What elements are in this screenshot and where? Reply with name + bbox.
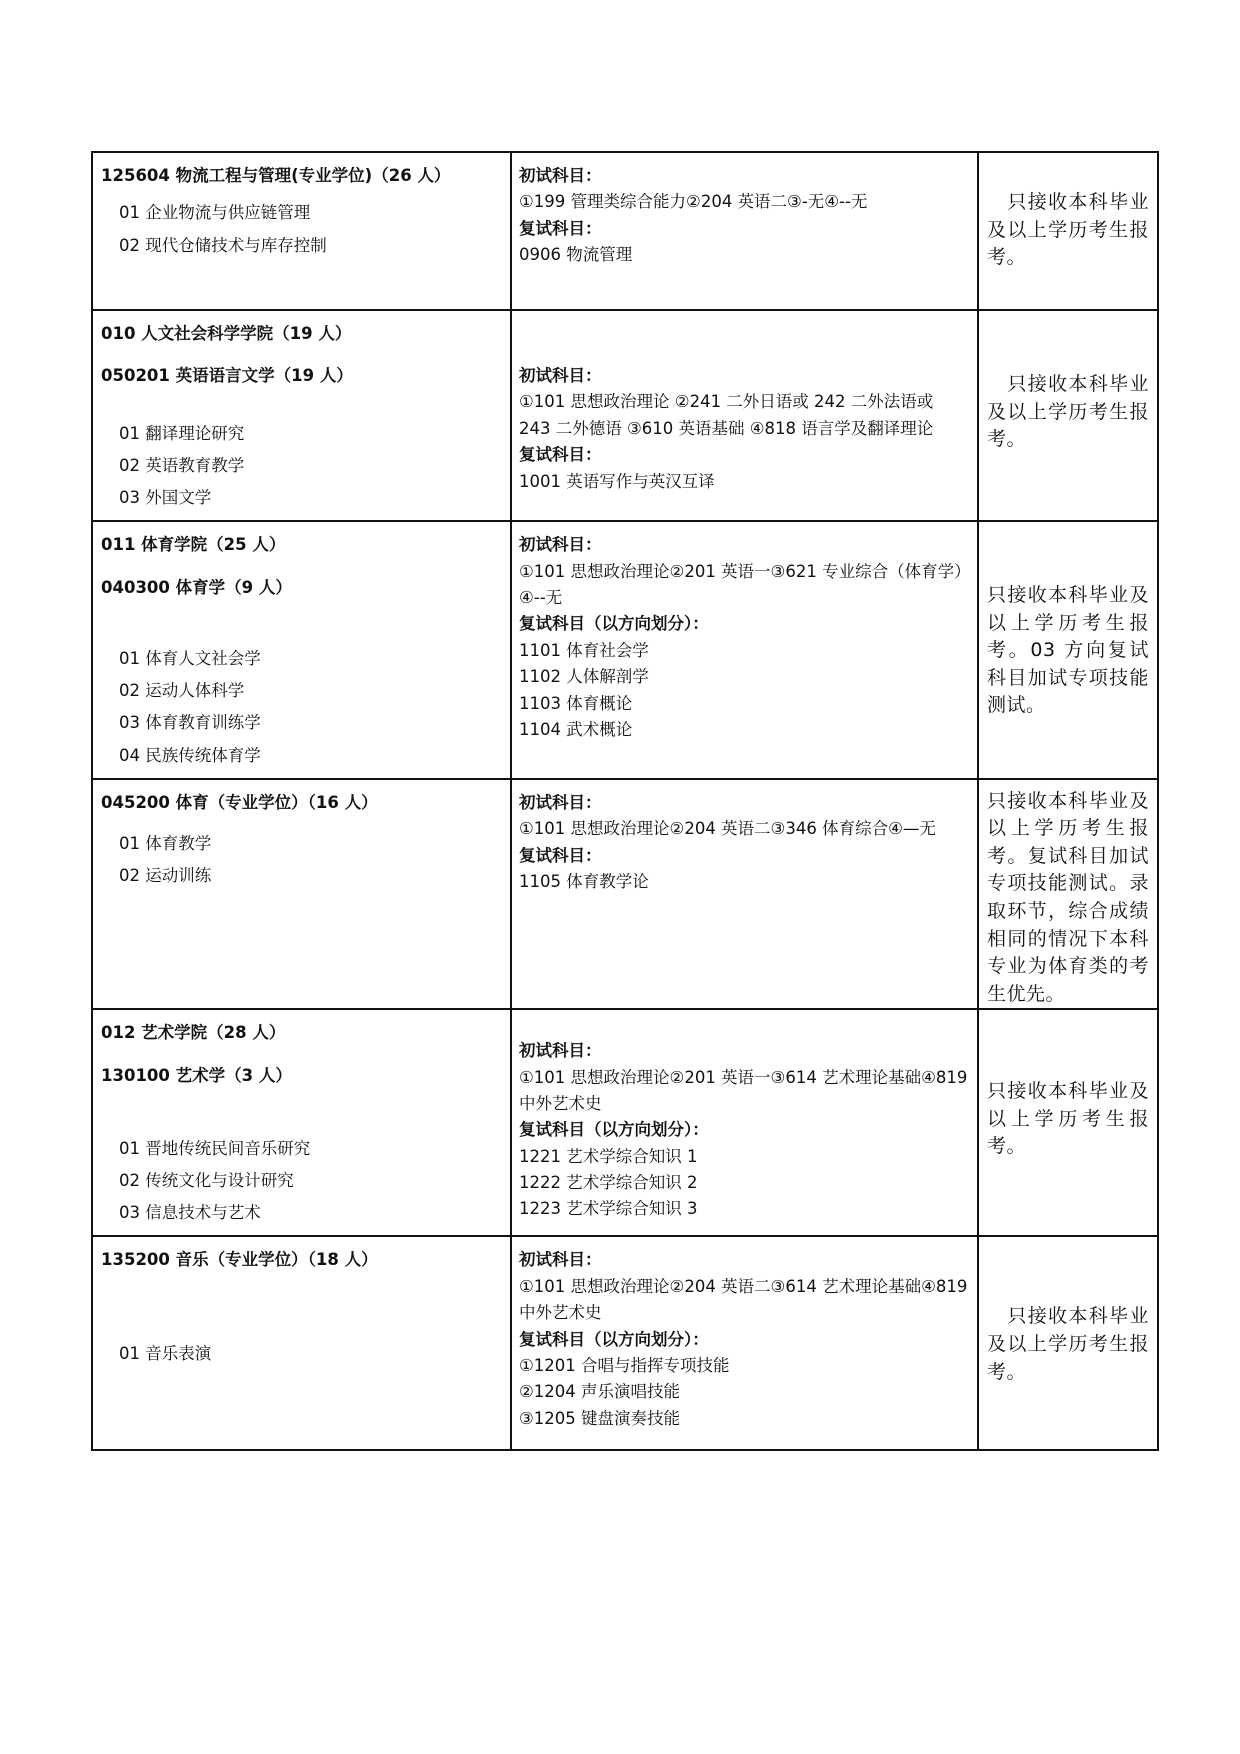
program-subheading: 040300 体育学（9 人） bbox=[101, 577, 292, 597]
remarks-cell bbox=[978, 152, 1158, 310]
program-heading: 012 艺术学院（28 人） bbox=[101, 1023, 286, 1043]
exam-subject-line: 1222 艺术学综合知识 2 bbox=[519, 1173, 698, 1193]
exam-subject-line: 1104 武术概论 bbox=[519, 720, 633, 740]
program-heading: 010 人文社会科学学院（19 人） bbox=[101, 324, 352, 343]
exam-section-heading: 复试科目（以方向划分）： bbox=[519, 1329, 709, 1349]
admissions-table-body bbox=[92, 152, 1158, 1450]
exam-section-heading: 初试科目： bbox=[519, 535, 602, 555]
table-row bbox=[92, 1236, 1158, 1450]
exam-subject-line: ①101 思想政治理论②201 英语一③621 专业综合（体育学）④--无 bbox=[519, 561, 963, 608]
research-direction: 01 翻译理论研究 bbox=[119, 423, 245, 443]
exam-subject-line: ①199 管理类综合能力②204 英语二③-无④--无 bbox=[519, 192, 868, 212]
exam-subject-line: 1101 体育社会学 bbox=[519, 640, 649, 660]
exam-subjects-cell bbox=[511, 152, 978, 310]
program-cell bbox=[92, 310, 511, 521]
exam-subject-line: ①101 思想政治理论②204 英语二③346 体育综合④—无 bbox=[519, 819, 936, 839]
research-direction: 01 晋地传统民间音乐研究 bbox=[119, 1138, 311, 1158]
remarks-cell bbox=[978, 779, 1158, 1009]
exam-section-heading: 复试科目（以方向划分）： bbox=[519, 1120, 709, 1140]
program-cell bbox=[92, 1009, 511, 1236]
exam-subject-line: 1105 体育教学论 bbox=[519, 871, 649, 891]
remarks-text: 只接收本科毕业及以上学历考生报考。复试科目加试专项技能测试。录取环节，综合成绩相同的情况下本科专业为体育类的考生优先。 bbox=[987, 789, 1149, 1005]
program-heading: 135200 音乐（专业学位）（18 人） bbox=[101, 1250, 378, 1270]
research-direction: 03 体育教育训练学 bbox=[119, 713, 261, 733]
research-direction: 03 信息技术与艺术 bbox=[119, 1203, 261, 1223]
research-direction: 03 外国文学 bbox=[119, 488, 212, 508]
exam-subjects-cell bbox=[511, 1009, 978, 1236]
program-heading: 045200 体育（专业学位）（16 人） bbox=[101, 792, 378, 812]
table-row bbox=[92, 521, 1158, 778]
remarks-cell bbox=[978, 1009, 1158, 1236]
exam-section-heading: 初试科目： bbox=[519, 1041, 602, 1061]
remarks-text: 只接收本科毕业及以上学历考生报考。 bbox=[987, 191, 1149, 269]
exam-subject-line: 1221 艺术学综合知识 1 bbox=[519, 1146, 698, 1166]
exam-subject-line: 1001 英语写作与英汉互译 bbox=[519, 471, 715, 491]
admissions-table bbox=[91, 151, 1159, 1451]
research-direction: 02 运动训练 bbox=[119, 866, 212, 886]
remarks-text: 只接收本科毕业及以上学历考生报考。03 方向复试科目加试专项技能测试。 bbox=[987, 584, 1149, 717]
exam-section-heading: 初试科目： bbox=[519, 792, 602, 812]
research-direction: 01 体育人文社会学 bbox=[119, 649, 261, 669]
remarks-text: 只接收本科毕业及以上学历考生报考。 bbox=[987, 1305, 1149, 1383]
remarks-cell bbox=[978, 521, 1158, 778]
research-direction: 01 企业物流与供应链管理 bbox=[119, 203, 311, 223]
exam-section-heading: 初试科目： bbox=[519, 166, 602, 185]
remarks-text: 只接收本科毕业及以上学历考生报考。 bbox=[987, 1080, 1149, 1158]
exam-subjects-cell bbox=[511, 779, 978, 1009]
program-subheading: 050201 英语语言文学（19 人） bbox=[101, 366, 353, 386]
exam-section-heading: 复试科目（以方向划分）： bbox=[519, 614, 709, 634]
exam-subject-line: 1223 艺术学综合知识 3 bbox=[519, 1199, 698, 1219]
research-direction: 02 传统文化与设计研究 bbox=[119, 1171, 294, 1191]
exam-subject-line: 1102 人体解剖学 bbox=[519, 667, 649, 687]
program-cell bbox=[92, 521, 511, 778]
exam-section-heading: 复试科目： bbox=[519, 845, 602, 865]
exam-subject-line: ①101 思想政治理论②201 英语一③614 艺术理论基础④819 中外艺术史 bbox=[519, 1067, 968, 1113]
program-subheading: 130100 艺术学（3 人） bbox=[101, 1065, 292, 1085]
exam-subject-line: ③1205 键盘演奏技能 bbox=[519, 1408, 681, 1428]
research-direction: 01 音乐表演 bbox=[119, 1343, 212, 1363]
remarks-cell bbox=[978, 1236, 1158, 1450]
program-cell bbox=[92, 1236, 511, 1450]
program-cell bbox=[92, 152, 511, 310]
research-direction: 02 运动人体科学 bbox=[119, 681, 245, 701]
exam-section-heading: 复试科目： bbox=[519, 445, 602, 465]
exam-subject-line: ①1201 合唱与指挥专项技能 bbox=[519, 1356, 730, 1375]
exam-subject-line: ①101 思想政治理论 ②241 二外日语或 242 二外法语或 243 二外德语 ③610 英语基础 ④818 语言学及翻译理论 bbox=[519, 392, 934, 438]
exam-subjects-cell bbox=[511, 521, 978, 778]
exam-subjects-cell bbox=[511, 310, 978, 521]
research-direction: 02 英语教育教学 bbox=[119, 455, 245, 475]
program-heading: 011 体育学院（25 人） bbox=[101, 535, 286, 555]
exam-subject-line: 0906 物流管理 bbox=[519, 245, 633, 265]
exam-subjects-cell bbox=[511, 1236, 978, 1450]
program-heading: 125604 物流工程与管理(专业学位)（26 人） bbox=[101, 166, 451, 185]
table-row bbox=[92, 152, 1158, 310]
exam-section-heading: 初试科目： bbox=[519, 1250, 602, 1270]
research-direction: 04 民族传统体育学 bbox=[119, 745, 261, 765]
table-row bbox=[92, 779, 1158, 1009]
exam-section-heading: 复试科目： bbox=[519, 218, 602, 238]
exam-subject-line: ②1204 声乐演唱技能 bbox=[519, 1382, 681, 1402]
remarks-text: 只接收本科毕业及以上学历考生报考。 bbox=[987, 373, 1149, 451]
table-row bbox=[92, 310, 1158, 521]
research-direction: 01 体育教学 bbox=[119, 834, 212, 854]
exam-section-heading: 初试科目： bbox=[519, 366, 602, 385]
table-row bbox=[92, 1009, 1158, 1236]
exam-subject-line: 1103 体育概论 bbox=[519, 693, 633, 713]
remarks-cell bbox=[978, 310, 1158, 521]
research-direction: 02 现代仓储技术与库存控制 bbox=[119, 235, 327, 255]
exam-subject-line: ①101 思想政治理论②204 英语二③614 艺术理论基础④819 中外艺术史 bbox=[519, 1276, 968, 1323]
program-cell bbox=[92, 779, 511, 1009]
